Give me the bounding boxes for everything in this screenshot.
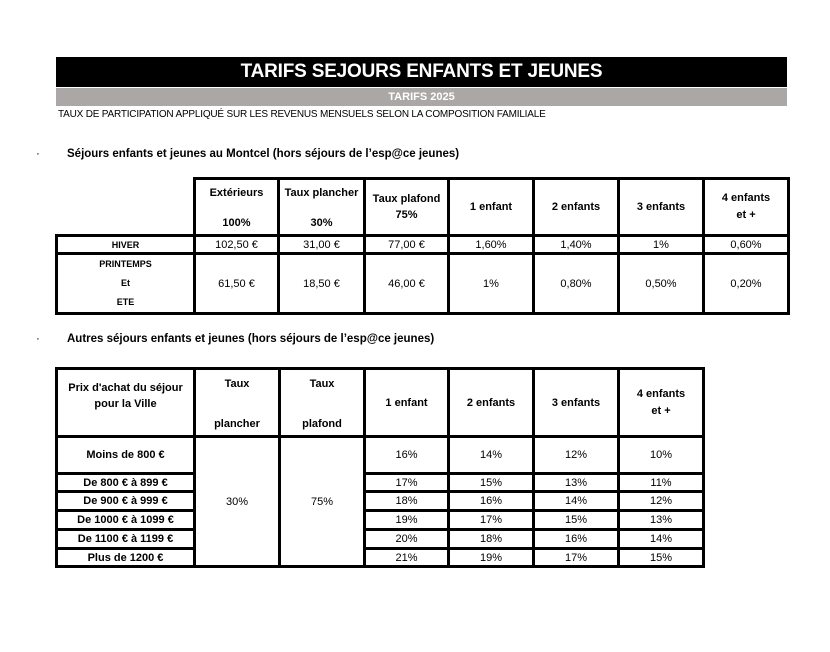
table-cell: 21% <box>365 549 449 567</box>
column-header: 3 enfants <box>534 369 619 437</box>
column-header: Taux plancher 30% <box>279 179 365 236</box>
bullet-icon: · <box>36 148 40 160</box>
table-row <box>57 511 704 530</box>
table-cell: 13% <box>619 511 704 530</box>
table-row <box>57 474 704 492</box>
taux-plafond-cell: 75% <box>280 437 365 567</box>
table-cell: 0,20% <box>704 254 789 314</box>
table-cell: 17% <box>449 511 534 530</box>
row-label: De 1000 € à 1099 € <box>57 511 195 530</box>
table-cell: 15% <box>534 511 619 530</box>
row-label: HIVER <box>57 236 195 254</box>
table-cell: 61,50 € <box>195 254 279 314</box>
table-cell: 14% <box>534 492 619 511</box>
table-cell: 0,80% <box>534 254 619 314</box>
section-1-title: Séjours enfants et jeunes au Montcel (hors séjours de l’esp@ce jeunes) <box>67 148 460 160</box>
table-cell: 1% <box>619 236 704 254</box>
table-cell: 18% <box>365 492 449 511</box>
row-label: De 1100 € à 1199 € <box>57 530 195 549</box>
table-header-row <box>57 369 704 437</box>
column-header: 3 enfants <box>619 179 704 236</box>
other-stays-tariff-table <box>55 367 705 568</box>
intro-text: TAUX DE PARTICIPATION APPLIQUÉ SUR LES REVENUS MENSUELS SELON LA COMPOSITION FAMILIALE <box>58 109 546 120</box>
column-header: 1 enfant <box>365 369 449 437</box>
table-cell: 16% <box>449 492 534 511</box>
column-header: Taux plafond 75% <box>365 179 449 236</box>
table-cell: 12% <box>619 492 704 511</box>
row-label: PRINTEMPS Et ETE <box>57 254 195 314</box>
table-row <box>57 492 704 511</box>
table-cell: 14% <box>619 530 704 549</box>
table-cell: 15% <box>619 549 704 567</box>
table-row <box>57 236 789 254</box>
bullet-icon: · <box>36 333 40 345</box>
table-cell: 13% <box>534 474 619 492</box>
section-2-title: Autres séjours enfants et jeunes (hors séjours de l’esp@ce jeunes) <box>67 333 435 345</box>
column-header: Prix d'achat du séjour pour la Ville <box>57 369 195 437</box>
empty-header-cell <box>57 179 195 236</box>
table-header-row <box>57 179 789 236</box>
column-header: 2 enfants <box>449 369 534 437</box>
column-header: Taux plancher <box>195 369 280 437</box>
column-header: Extérieurs 100% <box>195 179 279 236</box>
table-cell: 14% <box>449 437 534 474</box>
table-cell: 1,40% <box>534 236 619 254</box>
table-cell: 19% <box>449 549 534 567</box>
column-header: 2 enfants <box>534 179 619 236</box>
table-cell: 16% <box>365 437 449 474</box>
table-cell: 1% <box>449 254 534 314</box>
document-subtitle: TARIFS 2025 <box>56 88 787 106</box>
table-cell: 20% <box>365 530 449 549</box>
table-cell: 31,00 € <box>279 236 365 254</box>
taux-plancher-cell: 30% <box>195 437 280 567</box>
table-cell: 17% <box>365 474 449 492</box>
table-row <box>57 530 704 549</box>
table-cell: 46,00 € <box>365 254 449 314</box>
table-row <box>57 437 704 474</box>
column-header: 1 enfant <box>449 179 534 236</box>
table-cell: 0,50% <box>619 254 704 314</box>
document-title: TARIFS SEJOURS ENFANTS ET JEUNES <box>56 57 787 87</box>
table-cell: 19% <box>365 511 449 530</box>
table-row <box>57 549 704 567</box>
row-label: De 900 € à 999 € <box>57 492 195 511</box>
table-cell: 0,60% <box>704 236 789 254</box>
row-label: De 800 € à 899 € <box>57 474 195 492</box>
row-label: Plus de 1200 € <box>57 549 195 567</box>
table-row <box>57 254 789 314</box>
table-cell: 15% <box>449 474 534 492</box>
table-cell: 1,60% <box>449 236 534 254</box>
table-cell: 10% <box>619 437 704 474</box>
column-header: 4 enfants et + <box>704 179 789 236</box>
table-cell: 16% <box>534 530 619 549</box>
column-header: Taux plafond <box>280 369 365 437</box>
table-cell: 17% <box>534 549 619 567</box>
row-label: Moins de 800 € <box>57 437 195 474</box>
table-cell: 77,00 € <box>365 236 449 254</box>
table-cell: 18% <box>449 530 534 549</box>
table-cell: 12% <box>534 437 619 474</box>
montcel-tariff-table <box>55 177 790 315</box>
table-cell: 102,50 € <box>195 236 279 254</box>
column-header: 4 enfants et + <box>619 369 704 437</box>
table-cell: 18,50 € <box>279 254 365 314</box>
table-cell: 11% <box>619 474 704 492</box>
